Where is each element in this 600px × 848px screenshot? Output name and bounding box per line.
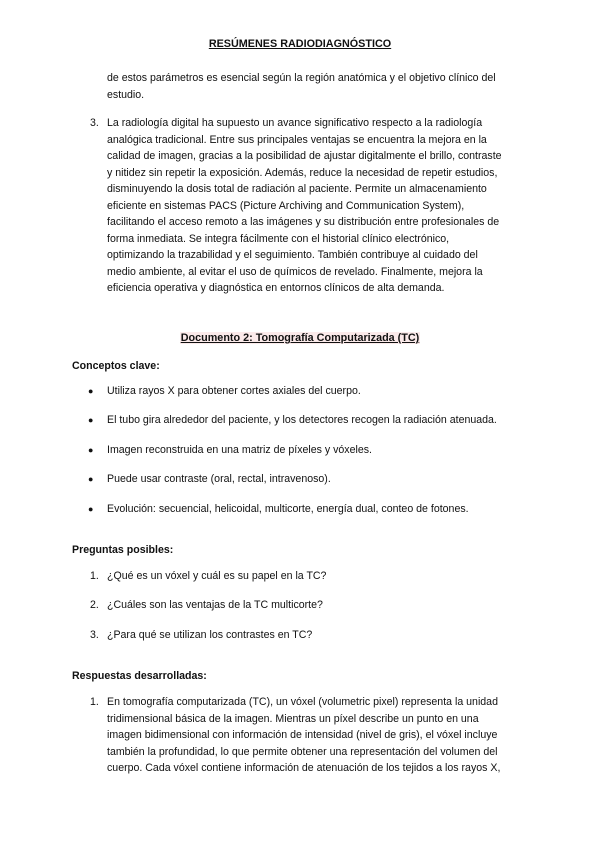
text-line: La radiología digital ha supuesto un avance significativo respecto a la radiología: [107, 117, 483, 129]
concepts-heading: Conceptos clave:: [72, 360, 160, 372]
item-3-paragraph: [107, 115, 527, 297]
question-item: 1. ¿Qué es un vóxel y cuál es su papel en la TC?: [90, 570, 327, 582]
bullet-icon: ●: [88, 504, 94, 514]
list-item: ● Puede usar contraste (oral, rectal, intravenoso).: [88, 473, 331, 485]
continuation-paragraph: [107, 70, 527, 103]
bullet-icon: ●: [88, 415, 94, 425]
text-line: de estos parámetros es esencial según la región anatómica y el objetivo clínico del: [107, 72, 496, 84]
text-line: eficiencia operativa y diagnóstica en entornos clínicos de alta demanda.: [107, 282, 445, 294]
text-line: calidad de imagen, gracias a la posibilidad de ajustar digitalmente el brillo, contraste: [107, 150, 502, 162]
list-number: 1.: [90, 696, 99, 708]
text-line: analógica tradicional. Entre sus principales ventajas se encuentra la mejora en la: [107, 133, 487, 146]
question-item: 3. ¿Para qué se utilizan los contrastes en TC?: [90, 629, 313, 641]
question-item: 2. ¿Cuáles son las ventajas de la TC multicorte?: [90, 599, 323, 611]
text-line: En tomografía computarizada (TC), un vóxel (volumetric pixel) representa la unidad: [107, 696, 498, 708]
text-line: eficiente en sistemas PACS (Picture Archiving and Communication System),: [107, 199, 465, 212]
answers-heading: Respuestas desarrolladas:: [72, 670, 207, 682]
list-item: ● El tubo gira alrededor del paciente, y los detectores recogen la radiación atenuada.: [88, 414, 497, 426]
text-line: optimizando la trazabilidad y el seguimiento. También contribuye al cuidado del: [107, 249, 478, 261]
list-item: ● Utiliza rayos X para obtener cortes axiales del cuerpo.: [88, 385, 361, 397]
text-line: imagen bidimensional con información de intensidad (nivel de gris), el vóxel incluye: [107, 729, 498, 741]
text-line: disminuyendo la dosis total de radiación al paciente. Permite un almacenamiento: [107, 183, 487, 195]
text-line: también la profundidad, lo que permite obtener una representación del volumen del: [107, 745, 498, 758]
text-line: facilitando el acceso remoto a las imágenes y su distribución entre profesionales de: [107, 216, 500, 228]
section-title: Documento 2: Tomografía Computarizada (TC): [180, 332, 420, 344]
text-line: tridimensional básica de la imagen. Mientras un píxel describe un punto en una: [107, 712, 479, 725]
text-line: forma inmediata. Se integra fácilmente con el historial clínico electrónico,: [107, 232, 450, 245]
text-line: cuerpo. Cada vóxel contiene información de atenuación de los tejidos a los rayos X,: [107, 762, 501, 774]
list-item: ● Evolución: secuencial, helicoidal, multicorte, energía dual, conteo de fotones.: [88, 503, 469, 515]
list-item: ● Imagen reconstruida en una matriz de píxeles y vóxeles.: [88, 444, 372, 456]
text-line: medio ambiente, al evitar el uso de químicos de revelado. Finalmente, mejora la: [107, 265, 483, 278]
bullet-icon: ●: [88, 386, 94, 396]
answer-1-paragraph: [107, 694, 527, 777]
questions-heading: Preguntas posibles:: [72, 544, 174, 556]
text-line: estudio.: [107, 88, 145, 101]
list-number: 3.: [90, 117, 99, 129]
text-line: y nitidez sin repetir la exposición. Además, reduce la necesidad de repetir estudios,: [107, 166, 498, 179]
bullet-icon: ●: [88, 474, 94, 484]
page-title: RESÚMENES RADIODIAGNÓSTICO: [208, 38, 392, 50]
bullet-icon: ●: [88, 445, 94, 455]
